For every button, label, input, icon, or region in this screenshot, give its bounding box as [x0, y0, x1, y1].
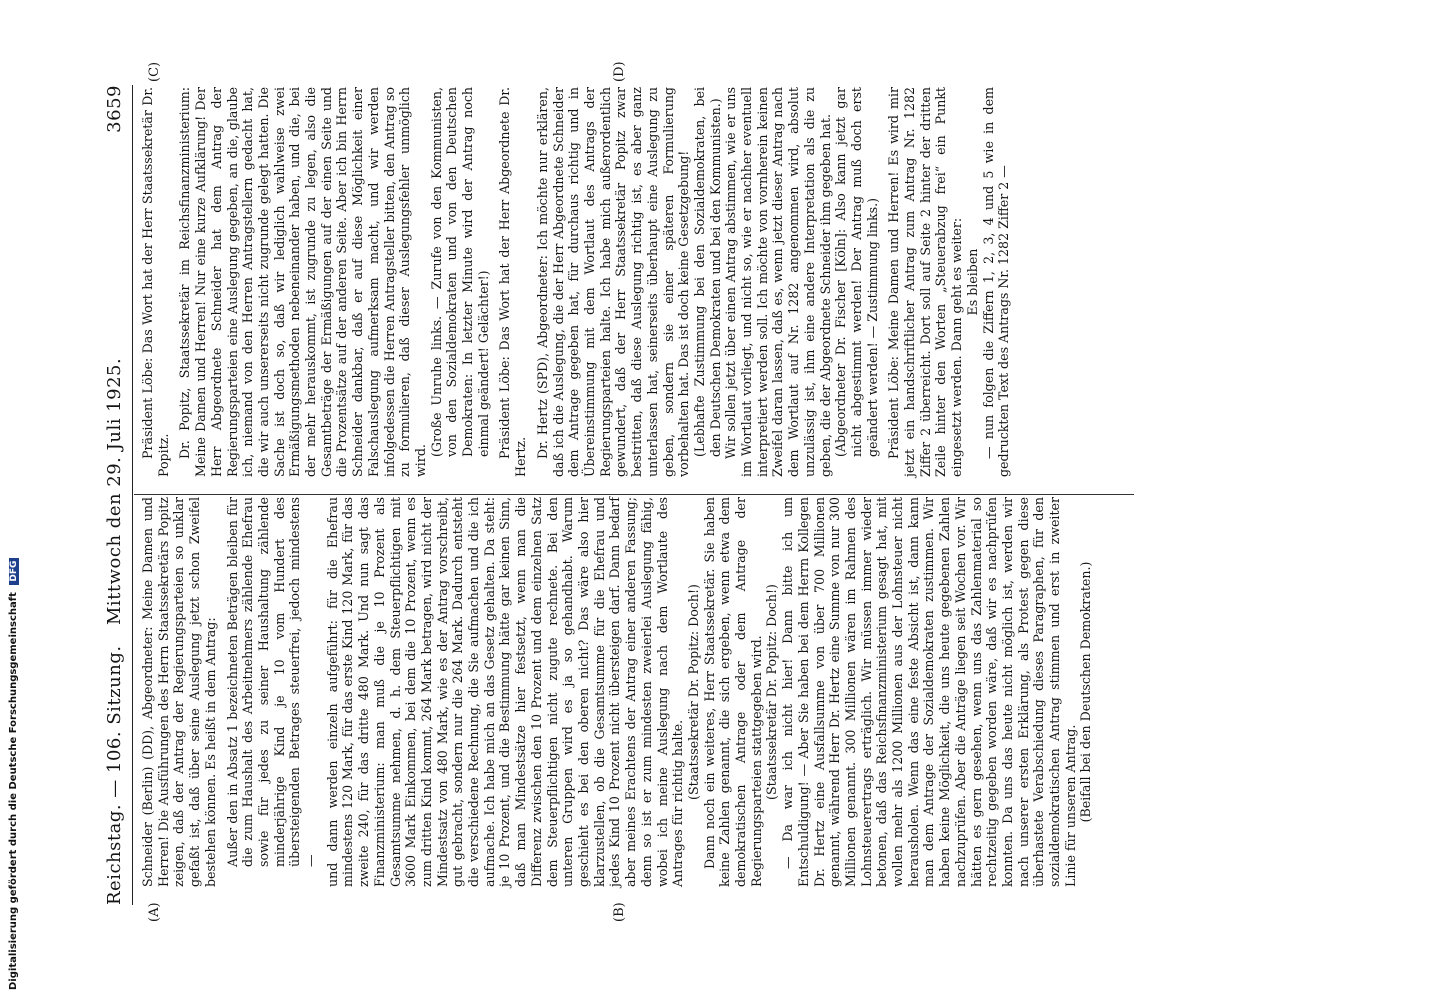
margin-mark-d: (D): [612, 61, 627, 82]
speaker-paragraph: Präsident Löbe: Das Wort hat der Herr Abgeordnete Dr. Hertz.: [497, 87, 529, 477]
header-rule: [132, 85, 133, 905]
interjection: (Staatssekretär Dr. Popitz: Doch!): [764, 584, 780, 800]
paragraph: — Da war ich nicht hier! Dann bitte ich um Entschuldigung! — Aber Sie haben bei dem Herrn Kollegen Dr. Hertz eine Ausfallsumme von über 700 Millionen genannt, während Herr Dr. Hertz eine Summe von nur 300 Millionen genannt. 300 Millionen wären im Rahmen des Lohnsteuerertrags erträglich. Wir müssen immer wieder betonen, daß das Reichsfinanzministerium gesagt hat, mit wollen mehr als 1200 Millionen aus der Lohnsteuer nicht herausholen. Wenn das eine feste Absicht ist, dann kann man dem Antrage der Sozialdemokraten zustimmen. Wir haben keine Möglichkeit, die uns heute gegebenen Zahlen nachzuprüfen. Aber die Anträge liegen seit Wochen vor. Wir hätten es gern gesehen, wenn uns das Zahlenmaterial so rechtzeitig gegeben worden wäre, daß wir es nachprüfen konnten. Da uns das heute nicht möglich ist, werden wir nach unserer ersten Erklärung, als Protest gegen diese überhastete Verabschiedung dieses Paragraphen, für den sozialdemokratischen Antrag stimmen und erst in zweiter Linie für unseren Antrag.: [780, 497, 1078, 887]
speaker-paragraph: Präsident Löbe: Meine Damen und Herren! Es wird mir jetzt ein handschriftlicher Antrag zum Antrag Nr. 1282 Ziffer 2 überreicht. Dort soll auf Seite 2 hinter der dritten Zeile hinter den Worten „Steuerabzug frei“ ein Punkt eingesetzt werden. Dann geht es weiter:: [886, 87, 965, 477]
speaker-paragraph: Dr. Popitz, Staatssekretär im Reichsfinanzministerium: Meine Damen und Herren! Nur eine kurze Aufklärung! Der Herr Abgeordnete Schneider hat dem Antrag der Regierungsparteien eine Auslegung gegeben, an die, glaube ich, niemand von den Herren Antragstellern gedacht hat, die wir auch unsererseits nicht zugrunde gelegt hatten. Die Sache ist doch so, daß wir lediglich wahlweise zwei Ermäßigungsmethoden nebeneinander haben, und die, bei der mehr herauskommt, ist zugrunde zu legen, also die Gesamtbeträge der Ermäßigungen auf der einen Seite und die Prozentsätze auf der anderen Seite. Aber ich bin Herrn Schneider dankbar, daß er auf diese Möglichkeit einer Falschauslegung aufmerksam macht, und wir werden infolgedessen die Herren Antragsteller bitten, den Antrag so zu formulieren, daß dieser Auslegungsfehler unmöglich wird.: [177, 87, 428, 477]
paragraph: Dann noch ein weiteres, Herr Staatssekretär. Sie haben keine Zahlen genannt, die sich ergeben, wenn etwa dem demokratischen Antrage oder dem Antrage der Regierungsparteien stattgegeben wird.: [701, 497, 764, 887]
page-header: [100, 85, 130, 905]
interjection: (Große Unruhe links. — Zurufe von den Kommunisten, von den Sozialdemokraten und von den Deutschen Demokraten: In letzter Minute wird der Antrag noch einmal geändert! Gelächter!): [428, 87, 491, 457]
paragraph: und dann werden einzeln aufgeführt: für die Ehefrau mindestens 120 Mark, für das erste Kind 120 Mark, für das zweite 240, für das dritte 480 Mark. Und nun sagt das Finanzministerium: man muß die je 10 Prozent als Gesamtsumme nehmen, d. h. dem Steuerpflichtigen mit 3600 Mark Einkommen, bei dem die 10 Prozent, wenn es zum dritten Kind kommt, 264 Mark betragen, wird nicht der Mindestsatz von 480 Mark, wie es der Antrag vorschreibt, gut gebracht, sondern nur die 264 Mark. Dadurch entsteht die verschiedene Rechnung, die Sie aufmachen und die ich aufmache. Ich habe mich an das Gesetz gehalten. Da steht: je 10 Prozent, und die Bestimmung hätte gar keinen Sinn, daß man Mindestsätze hier festsetzt, wenn man die Differenz zwischen den 10 Prozent und dem einzelnen Satz dem Steuerpflichtigen nicht zugute rechnete. Bei den unteren Gruppen wird es ja so gehandhabt. Warum geschieht es bei den oberen nicht? Das wäre also hier klarzustellen, ob die Gesamtsumme für die Ehefrau und jedes Kind 10 Prozent nicht übersteigen darf. Dann bedarf aber meines Erachtens der Antrag einer anderen Fassung; denn so ist er zum mindesten zweierlei Auslegung fähig, wobei ich meine Auslegung nach dem Wortlaute des Antrages für richtig halte.: [324, 497, 686, 887]
quoted-motion: Außer den in Absatz 1 bezeichneten Beträgen bleiben für die zum Haushalt des Arbeitnehmers zählende Ehefrau sowie für jedes zu seiner Haushaltung zählende minderjährige Kind je 10 vom Hundert des übersteigenden Betrages steuerfrei, jedoch mindestens —: [224, 497, 319, 867]
interjection: (Abgeordneter Dr. Fischer [Köln]: Also kann jetzt gar nicht abgestimmt werden! Der Antrag muß doch erst geändert werden! — Zustimmung links.): [833, 87, 880, 457]
margin-mark-c: (C): [147, 61, 162, 82]
header-date: Mittwoch den 29. Juli 1925.: [104, 357, 125, 625]
paragraph: Schneider (Berlin) (DD), Abgeordneter: Meine Damen und Herren! Die Ausführungen des Herrn Staatssekretärs Popitz zeigen, daß der Antrag der Regierungsparteien so unklar gefaßt ist, daß über seine Auslegung jetzt schon Zweifel bestehen können. Es heißt in dem Antrag:: [140, 497, 218, 887]
applause-note: (Beifall bei den Deutschen Demokraten.): [1078, 561, 1094, 823]
page-number: 3659: [104, 85, 125, 133]
interjection: (Lebhafte Zustimmung bei den Sozialdemokraten, bei den Deutschen Demokraten und bei den Kommunisten.): [691, 87, 723, 457]
speaker-paragraph: Präsident Löbe: Das Wort hat der Herr Staatssekretär Dr. Popitz.: [140, 87, 171, 477]
margin-mark-a: (A): [147, 902, 162, 922]
scanned-page: [52, 0, 1434, 1000]
funding-credit-text: Digitalisierung gefördert durch die Deutsche Forschungsgemeinschaft: [8, 592, 19, 990]
quoted-phrase: Es bleiben: [964, 248, 980, 316]
paragraph: — nun folgen die Ziffern 1, 2, 3, 4 und 5 wie in dem gedruckten Text des Antrags Nr. 1282 Ziffer 2 —: [980, 87, 1012, 477]
funding-credit: [6, 0, 26, 1000]
paragraph: Wir sollen jetzt über einen Antrag abstimmen, wie er uns im Wortlaut vorliegt, und nicht so, wie er nachher eventuell interpretiert werden soll. Ich möchte von vornherein keinen Zweifel daran lassen, daß es, wenn jetzt dieser Antrag nach dem Wortlaut auf Nr. 1282 angenommen wird, absolut unzulässig ist, ihm eine andere Interpretation als die zu geben, die der Abgeordnete Schneider ihm gegeben hat.: [723, 87, 833, 477]
dfg-logo: DFG: [9, 558, 19, 585]
column-divider: [134, 494, 1134, 495]
left-column: [140, 497, 1094, 887]
speaker-paragraph: Dr. Hertz (SPD), Abgeordneter: Ich möchte nur erklären, daß ich die Auslegung, die der Herr Abgeordnete Schneider dem Antrage gegeben hat, für durchaus richtig und in Übereinstimmung mit dem Wortlaut des Antrags der Regierungsparteien halte. Ich habe mich außerordentlich gewundert, daß der Herr Staatssekretär Popitz zwar bestritten, daß diese Auslegung richtig ist, es aber ganz unterlassen hat, seinerseits überhaupt eine Auslegung zu geben, sondern sie einer späteren Formulierung vorbehalten hat. Das ist doch keine Gesetzgebung!: [534, 87, 692, 477]
right-column: [140, 87, 1012, 477]
interjection: (Staatssekretär Dr. Popitz: Doch!): [685, 584, 701, 800]
margin-mark-b: (B): [612, 902, 627, 922]
header-session: Reichstag. — 106. Sitzung.: [104, 645, 125, 905]
